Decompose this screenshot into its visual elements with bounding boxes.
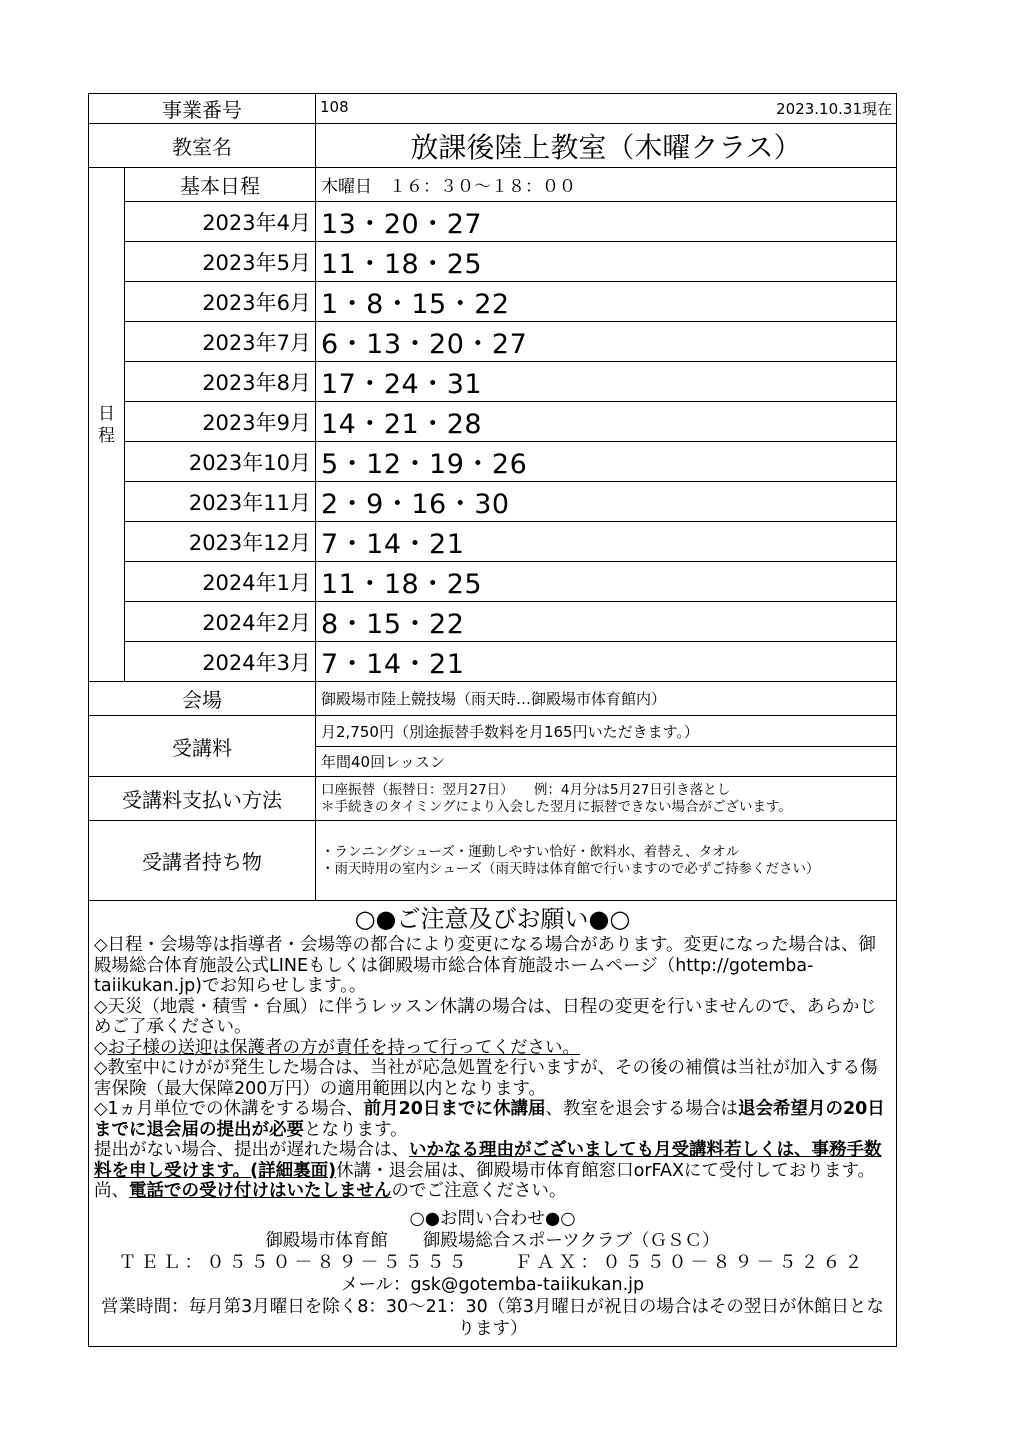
class-label: 教室名 (89, 124, 316, 168)
note-item: ◇天災（地震・積雪・台風）に伴うレッスン休講の場合は、日程の変更を行いませんので、あらかじめご了承ください。 (94, 996, 877, 1037)
fee-monthly: 月2,750円（別途振替手数料を月165円いただきます。） (316, 716, 897, 747)
note-item: ◇日程・会場等は指導者・会場等の都合により変更になる場合があります。変更になった場合は、御殿場総合体育施設公式LINEもしくは御殿場市総合体育施設ホームページ（http://gotemba-taiikukan.jp)でお知らせします。。 (94, 935, 877, 996)
contact-title: ○●お問い合わせ●○ (409, 1208, 576, 1229)
fee-label: 受講料 (89, 716, 316, 777)
payment-label: 受講料支払い方法 (89, 777, 316, 821)
row-class-name (89, 124, 897, 168)
basic-schedule-value: 木曜日 １６：３０～１８：００ (316, 168, 897, 202)
schedule-row: 2024年3月 7・14・21 (89, 642, 897, 682)
row-venue (89, 682, 897, 716)
belongings-label: 受講者持ち物 (89, 821, 316, 901)
schedule-row: 2023年6月 1・8・15・22 (89, 282, 897, 322)
schedule-row: 2023年4月 13・20・27 (89, 202, 897, 242)
note-item: ◇教室中にけがが発生した場合は、当社が応急処置を行いますが、その後の補償は当社が加入する傷害保険（最大保障200万円）の適用範囲以内となります。 (94, 1058, 878, 1099)
row-fee (89, 716, 897, 747)
business-hours: 営業時間：毎月第3月曜日を除く8：30～21：30（第3月曜日が祝日の場合はその翌日が休館日となります） (101, 1296, 884, 1339)
course-sheet (88, 93, 896, 1347)
as-of-date: 2023.10.31現在 (776, 100, 892, 118)
note-item: 提出がない場合、提出が遅れた場合は、いかなる理由がございましても月受講料若しくは、事務手数料を申し受けます。(詳細裏面)休講・退会届は、御殿場市体育館窓口orFAXにて受付しております。尚、電話での受け付けはいたしませんのでご注意ください。 (94, 1140, 882, 1201)
row-notes (89, 901, 897, 1347)
schedule-row: 2023年7月 6・13・20・27 (89, 322, 897, 362)
notes-title: ○●ご注意及びお願い●○ (354, 905, 631, 933)
payment-value: 口座振替（振替日：翌月27日） 例：4月分は5月27日引き落とし ＊手続きのタイミングにより入会した翌月に振替できない場合がございます。 (316, 777, 897, 821)
class-name: 放課後陸上教室（木曜クラス） (316, 124, 897, 168)
notes-section (89, 901, 897, 1347)
schedule-row: 2023年8月 17・24・31 (89, 362, 897, 402)
contact-tel-fax: ＴＥＬ：０５５０－８９－５５５５ ＦＡＸ：０５５０－８９－５２６２ (118, 1251, 867, 1273)
schedule-row: 2023年11月 2・9・16・30 (89, 482, 897, 522)
contact-block (94, 1208, 891, 1340)
schedule-group-label: 日 程 (89, 168, 125, 682)
note-item: ◇1ヵ月単位での休講をする場合、前月20日までに休講届、教室を退会する場合は退会希望月の20日までに退会届の提出が必要となります。 (94, 1099, 885, 1140)
jigyo-number: 108 (320, 98, 349, 116)
venue-label: 会場 (89, 682, 316, 716)
row-basic-schedule (89, 168, 897, 202)
row-jigyo-number (89, 94, 897, 124)
contact-mail: メール：gsk@gotemba-taiikukan.jp (340, 1274, 645, 1295)
course-info-table (88, 93, 897, 1347)
schedule-row: 2023年5月 11・18・25 (89, 242, 897, 282)
jigyo-label: 事業番号 (89, 94, 316, 124)
schedule-row: 2023年10月 5・12・19・26 (89, 442, 897, 482)
row-payment (89, 777, 897, 821)
basic-schedule-label: 基本日程 (125, 168, 316, 202)
schedule-row: 2024年1月 11・18・25 (89, 562, 897, 602)
schedule-row: 2023年12月 7・14・21 (89, 522, 897, 562)
contact-orgs: 御殿場市体育館 御殿場総合スポーツクラブ（ＧＳＣ） (265, 1230, 720, 1251)
note-item: ◇お子様の送迎は保護者の方が責任を持って行ってください。 (94, 1037, 580, 1058)
schedule-row: 2024年2月 8・15・22 (89, 602, 897, 642)
venue-value: 御殿場市陸上競技場（雨天時…御殿場市体育館内） (316, 682, 897, 716)
row-belongings (89, 821, 897, 901)
belongings-value: ・ランニングシューズ・運動しやすい恰好・飲料水、着替え、タオル ・雨天時用の室内シューズ（雨天時は体育館で行いますので必ずご持参ください） (316, 821, 897, 901)
fee-lessons: 年間40回レッスン (316, 747, 897, 777)
schedule-row: 2023年9月 14・21・28 (89, 402, 897, 442)
